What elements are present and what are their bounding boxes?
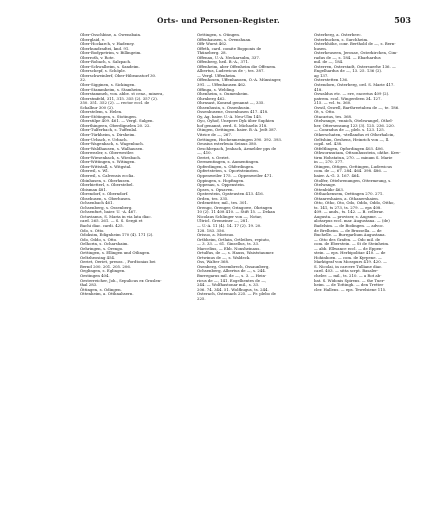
index-entry: Osenberg, Ossembrech, Ossaunberg,	[197, 263, 270, 269]
index-entry: Oestingen 404.	[80, 272, 110, 278]
index-entry: Opfertsteten, s. Oportsteinsten.	[197, 168, 259, 174]
index-entry: Ochsenbach 461.	[80, 200, 114, 206]
index-entry: Oppingen, s. Hopfingen.	[197, 177, 245, 183]
index-entry: Otingen, Ottigen, Oettingen, Ludewicus	[314, 163, 392, 169]
index-entry: Oeriet, Oeriet, preuss. , Fordtonias bei	[80, 259, 156, 265]
index-entry: Opsterstein, Opsteusten 413. 416.	[197, 191, 264, 197]
index-column-right	[314, 33, 426, 479]
index-entry: — U.-A. 11 (4). 14. 17 (2). 19. 20.	[197, 222, 262, 228]
index-entry: Augusta. — proviser, s. Augsme. —	[314, 213, 382, 219]
index-entry: S. Nicolai, in carcere Tulliane diac.	[314, 263, 383, 269]
index-entry: Oettingen, s. Ellingen und Otlingen.	[80, 250, 151, 256]
index-entry: Ober-Robach, s. Salzpach.	[80, 59, 132, 65]
index-entry: Oberschweinlerf, Ober-Hibeanstorf 30.	[80, 72, 157, 78]
index-entry: Oberwezler, s. Oberwestler.	[80, 150, 135, 156]
index-entry: Orengo, Orenger, Oringowe, Ohringen	[197, 204, 273, 210]
index-entry: Ohrnberg 462.	[197, 95, 226, 101]
index-entry: Offenau, U.-A. Neckarsulm, 337.	[197, 54, 261, 60]
index-entry: alotarpus eccl. mar. Augustana. — (de)	[314, 218, 390, 224]
index-entry: Albertus, Ludewicus de -, tes. 387.	[197, 68, 265, 74]
index-entry: Orden, tes. 335.	[197, 195, 229, 201]
index-entry: Ober-Stammheim, s. Stamheim.	[80, 86, 143, 92]
index-entry: stein. — eps. Herbipolitae 410. — de	[314, 250, 386, 256]
index-entry: Ober-Wittingen, s. Witingen.	[80, 159, 136, 165]
index-entry: Osterberg, a. Osterberc.	[314, 33, 362, 37]
index-entry: cler. Hallens. — eps. Tewelsiene 115.	[314, 286, 387, 292]
index-entry: Odoksim, Edignheim 170 (4). 171 (2).	[80, 232, 154, 238]
index-entry: Osterach, Ostemach 225. — Fr. plebo de	[197, 291, 276, 297]
index-entry: Ohsenhusin, s. Ossenhusin.	[197, 104, 251, 110]
index-entry: Oettingen, s. Otingen.	[197, 33, 241, 37]
index-entry: Ordenritter, mil., tes. 301.	[197, 200, 249, 206]
index-entry: Ober-Tulferbach, s. Tuffenlal.	[80, 127, 138, 133]
index-entry: copil. sel. 438.	[314, 141, 343, 147]
index-entry: Opses, s. Opsaven.	[197, 186, 234, 192]
index-entry: Ober-Hockarch, v. Hadeney.	[80, 41, 135, 47]
index-entry: Offenhausen, s. Ovenshuan.	[197, 36, 252, 42]
index-entry: Oppenau, s. Oppenstein.	[197, 182, 245, 188]
index-entry: Badelsim. — de Bodingen. — advoc.	[314, 222, 385, 228]
index-entry: her, Ottersensung 123 (3). 125. 236. 220.	[314, 122, 395, 128]
index-entry: Ochsenberg, Albertus de —, s. 244.	[197, 268, 266, 274]
index-entry: Otacarius, tes. 368.	[314, 113, 353, 119]
index-entry: Oyo, Oyhof, Unepere Dyk über Suphien	[197, 118, 275, 124]
index-entry: ag 137.	[314, 72, 329, 78]
index-entry: ts. 141, ts 273, ts. 279. — eps 408.	[314, 204, 382, 210]
index-entry: Osterheuseen, Jerosae, Osterkirchen, Cim-	[314, 50, 398, 56]
index-entry: 10 (2). 11 408 410. — Stift 15. — Dekan	[197, 209, 275, 215]
index-entry: Obrendorf, s. Oberndorf.	[80, 191, 129, 197]
index-entry: Oberschepf, s. Schöple.	[80, 68, 126, 74]
index-entry: Obinhusen, s. Oberhusen.	[80, 177, 131, 183]
index-entry: ricus de —, 141. Eogelhentes de —,	[197, 277, 267, 283]
index-entry: Oeschbepach, Jenbach, Armelder pps de	[197, 145, 277, 151]
index-entry: tirm Hohstatun, 270. — minum S. Marie	[314, 154, 393, 160]
index-entry: Otto, Otho, Oto, Odo, Oddo, Oddo, Ottho,	[314, 200, 395, 206]
index-entry: Ortwinus de —, s. Waldeck.	[197, 254, 251, 260]
index-entry: Offenhosen, Uffenhausen, O.-A. Münsinger,	[197, 77, 282, 83]
page-header	[0, 16, 437, 28]
index-entry: Ober-Wiesenbach, s. Wiesbach.	[80, 154, 142, 160]
index-entry: hof genannt, zerd. S. Michaelis 318.	[197, 122, 268, 128]
index-entry: Ober-Sigginen, s. Sickingen.	[80, 82, 136, 88]
index-entry: card. 403. — sitta scrpt. Basaler-	[314, 268, 379, 274]
index-entry: 409. — ands., ts. 142. — B. cellerar.	[314, 209, 384, 215]
index-entry: Otingen, Oettingen. baier. B.-A. Jedt 387.	[197, 127, 278, 133]
index-entry: Ober-Türkheim, s. Dirsheim.	[80, 132, 136, 138]
index-entry: in —, 270. 277.	[314, 159, 344, 165]
index-entry: husen.	[314, 45, 327, 51]
index-entry: Oberstammeh, von. abbe. st cenz., minera,	[80, 91, 164, 97]
index-entry: Odo, s. Otto.	[80, 227, 105, 233]
index-entry: — abb. Ellwance eccl. — de Eppen-	[314, 245, 383, 251]
index-entry: Engelhardus de —, 13. 25. 136 (2).	[314, 68, 383, 74]
index-entry: Ober-Wagenbach, s. Wagenbach.	[80, 141, 144, 147]
index-entry: 225.	[197, 295, 206, 301]
index-entry: Ober-Wittstall, s. Witgstal.	[80, 163, 132, 169]
index-entry: Otkerschaten, -stellandus et Otherhalcin,	[314, 132, 395, 138]
index-entry: Ortbheim, Ortlain, Ortleibes, repiuto,	[197, 236, 271, 242]
index-entry: Ohrnsast, Konrad genannt —, 335.	[197, 100, 265, 106]
index-entry: Ober-Waldhausen, s. Walhausen.	[80, 145, 144, 151]
index-entry: 418.	[314, 86, 323, 92]
index-entry: Oelhorin, s. Ocharshaim.	[80, 241, 129, 247]
index-entry: Ober-Stötingen, s. Stotingen.	[80, 113, 138, 119]
index-entry: Ober-Schwalbeim, s. Sandeim.	[80, 63, 140, 69]
index-entry: Offenberg, heil. B.-A., 371.	[197, 59, 250, 65]
index-column-middle	[197, 33, 306, 413]
index-entry: com. de Eberstein. — St de Steinheim.	[314, 241, 390, 247]
index-entry: Ortulfus, de —, s. Hauss, Waiststaumer.	[197, 250, 275, 256]
index-entry: Oberroth, v. Rote.	[80, 54, 115, 60]
index-entry: — Conradus de —, pleb. s. 123. 125.	[314, 127, 385, 133]
index-entry: Offr Wurst 462.	[197, 41, 228, 47]
index-entry: de Brelheim. — de Brussella. — de	[314, 227, 382, 233]
index-entry: radus de —, s. 184. — Ebarhardus	[314, 54, 381, 60]
index-entry: Otthackensem, Oettingen 270. 271.	[314, 191, 384, 197]
index-entry: card. 265. 261. — S. S. Sergii et	[80, 218, 143, 224]
index-entry: Hohinhoen. — com. de Kyrpene. —	[314, 254, 382, 260]
index-entry: Ostendorn, Osterberg, ord. S. Marie 417.	[314, 82, 395, 88]
index-entry: Oesterreicher, Joh., Sepulicus ex Gruslen-	[80, 277, 162, 283]
index-entry: Ottenheim, a. Otthnahsern.	[80, 291, 134, 297]
index-entry: —, 410.	[197, 150, 212, 156]
index-entry: — Vergl. Uffenheim.	[197, 72, 237, 78]
index-entry: Ober-Urbach, v. Urbach.	[80, 136, 128, 142]
index-entry: Ober-Osschbine, a. Owensbain.	[80, 33, 142, 37]
index-entry: Buchelle. — Burrgarlium Augustana.	[314, 232, 386, 238]
index-entry: Bachi diac. cardi. 425.	[80, 222, 124, 228]
index-entry: Oettingen, Hochenmesingen 390. 392. 393.	[197, 136, 283, 142]
index-entry: Oberglaid, v.	[80, 36, 105, 42]
index-entry: baier. A.-G. 3. 167. 464.	[314, 172, 361, 178]
index-entry: mil. de —, 184.	[314, 59, 344, 65]
index-entry: Vitrice de —, 267.	[197, 132, 233, 138]
index-entry: Oberbietterl, s. Oberstebel.	[80, 182, 134, 188]
index-entry: Bernd 200. 201. 205. 206.	[80, 263, 131, 269]
index-entry: Marktgraf von Mosspurs 419. 420. —	[314, 259, 387, 265]
index-entry: Oeglingen, s. Eglingen.	[80, 268, 126, 274]
index-entry: Thüneberg. 28.	[197, 50, 227, 56]
index-entry: Obisman 481.	[80, 186, 108, 192]
index-entry: Otelwange.	[314, 182, 337, 188]
index-entry: 244. — Wolfhastonar mil., s. 33.	[197, 282, 260, 288]
index-entry: Oberstilpe 409. 461. — Vergl. Sulgen.	[80, 118, 154, 124]
index-entry: Oberthingeen, Oberdignelen 20. 22.	[80, 122, 151, 128]
index-entry: — Otto des Grafen. — Odo mil. de	[314, 236, 381, 242]
index-entry: Schalbur 300 (2).	[80, 104, 115, 110]
index-entry: Oeltzheosing 454.	[80, 254, 116, 260]
index-column-left	[80, 33, 194, 453]
index-entry: Burregarus mil. de —, s. 3. — Hein-	[197, 272, 267, 278]
index-entry: Oss, Walter 368.	[197, 259, 230, 265]
index-entry: thal 283.	[80, 282, 98, 288]
index-entry: patrem. ecol. Wingerdeen 34. 127.	[314, 95, 382, 101]
index-entry: Offeth, card. comite Bopponis de	[197, 45, 262, 51]
index-entry: Offinga, s. Webling.	[197, 86, 236, 92]
index-entry: heim. — de Tottingh. — den Tretter	[314, 282, 384, 288]
index-entry: Othwornsutam, Ottsonhusstein, ohthe. Kew-	[314, 150, 401, 156]
index-entry: Oermentingen, s. Aumentingen.	[197, 159, 260, 165]
index-entry: Oberstelem, s. Helen.	[80, 109, 123, 115]
page-number: 503	[394, 15, 411, 25]
index-entry: Ottanreshaien, a. Othanershaien.	[314, 195, 380, 201]
index-entry: 391. — Uffenhausen 462.	[197, 82, 247, 88]
index-entry: Ottenbühr 463.	[314, 186, 345, 192]
index-entry: Oehringen, s. Orengo.	[80, 245, 124, 251]
index-entry: Osterbuchen, s. Surchheim.	[314, 36, 369, 42]
index-entry: Oswil, Oswell, Barthreetabea de —, te. 186.	[314, 104, 400, 110]
index-entry: Ultricl. Gremeiner —, 281.	[197, 218, 249, 224]
index-entry: Oberwil, s. Wl.	[80, 168, 109, 174]
index-entry: cheler. — mil., ts. 210. — a Rot ab-	[314, 272, 382, 278]
index-entry: Oberwil, s. Calvensis ecclia.	[80, 172, 135, 178]
index-entry: Oeltshim, Oeshens, Heinrich von —, ll.	[314, 136, 390, 142]
index-entry: Odo, Oddo, s. Otto.	[80, 236, 118, 242]
index-entry: Orisuo, a. Morisuo.	[197, 232, 235, 238]
index-entry: Öttingen, s. Odingen.	[80, 286, 122, 292]
index-entry: Offenheim, aber Offenheim die Offenem.	[197, 63, 277, 69]
index-entry: Ossenhusene, Ossenhusen 417. 418.	[197, 109, 269, 115]
index-entry: Ohenheim, s. Oumenheim.	[197, 91, 249, 97]
index-entry: Oberhundradtei, knd. 91.	[80, 45, 130, 51]
index-entry: Ochsenberg, s. Ossenberg.	[80, 204, 133, 210]
index-entry: 128. 183. 356.	[197, 227, 226, 233]
index-entry: bat. S. Widonis Spirens. — the Tuer-	[314, 277, 385, 283]
index-entry: Nicolaus Schlinger von —, Notar,	[197, 213, 262, 219]
index-entry: Ot, s. Otto.	[314, 109, 336, 115]
index-entry: Ochsenfurt, baier. U. -A. 467.	[80, 209, 137, 215]
index-entry: Oy, Ag. baier. U.-A. Neu-Ulm 145.	[197, 113, 262, 119]
index-entry: Oswaldus etc. — ere, eacerius 409 (2).	[314, 91, 390, 97]
index-entry: Osterhhöhe, conr. Berthold de —, s. Bern-	[314, 41, 396, 47]
index-entry: Octavianus, S. Maria in via lata diac.	[80, 213, 152, 219]
index-entry: Oppenweiler 175. — Oppenweiler 471.	[197, 172, 273, 178]
running-title: Orts- und Personen-Register.	[157, 16, 280, 25]
index-entry: Oeusius esterleuia Seinus 380.	[197, 141, 258, 147]
index-entry: com. de —, 67. 284. 464. 398. 486. —	[314, 168, 388, 174]
index-entry: Otelwange, -ennich, Otelswangel, Othel-	[314, 118, 393, 124]
index-entry: Osterstetten 136.	[314, 77, 349, 83]
index-entry: Opferdingen, s. Ohferdingen.	[197, 163, 255, 169]
index-entry: Otolfer, Ottelwenungen, Ottermeung, s.	[314, 177, 392, 183]
index-entry: Obsehusen, s. Oberhusen.	[80, 195, 132, 201]
index-entry: Oeriet, s. Oeriet.	[197, 154, 230, 160]
index-entry: 32.	[80, 77, 87, 83]
index-entry: Ober-Bodypetrim, v. Billingeim.	[80, 50, 142, 56]
index-entry: Marcelius, — Ebb. Nonsheinaus.	[197, 245, 261, 251]
index-entry: 206. 74. 344. 51. Wolfhugus, ts. 244.	[197, 286, 269, 292]
index-entry: 215. — vcl. ts. 360.	[314, 100, 352, 106]
index-entry: — 3. 33. — 61. Ginsellus, ts. 33.	[197, 241, 260, 247]
index-entry: Otfeltlingen, Opfordingen 403. 406.	[314, 145, 384, 151]
index-entry: 350. 351. 352 (2). — rector eccl. de	[80, 100, 150, 106]
index-entry: Oberstmfeld, 311, 315. 355 (2). 357 (2).	[80, 95, 158, 101]
index-entry: Osterren, Osterstadt, Ostersuerhe 136. —	[314, 63, 396, 69]
